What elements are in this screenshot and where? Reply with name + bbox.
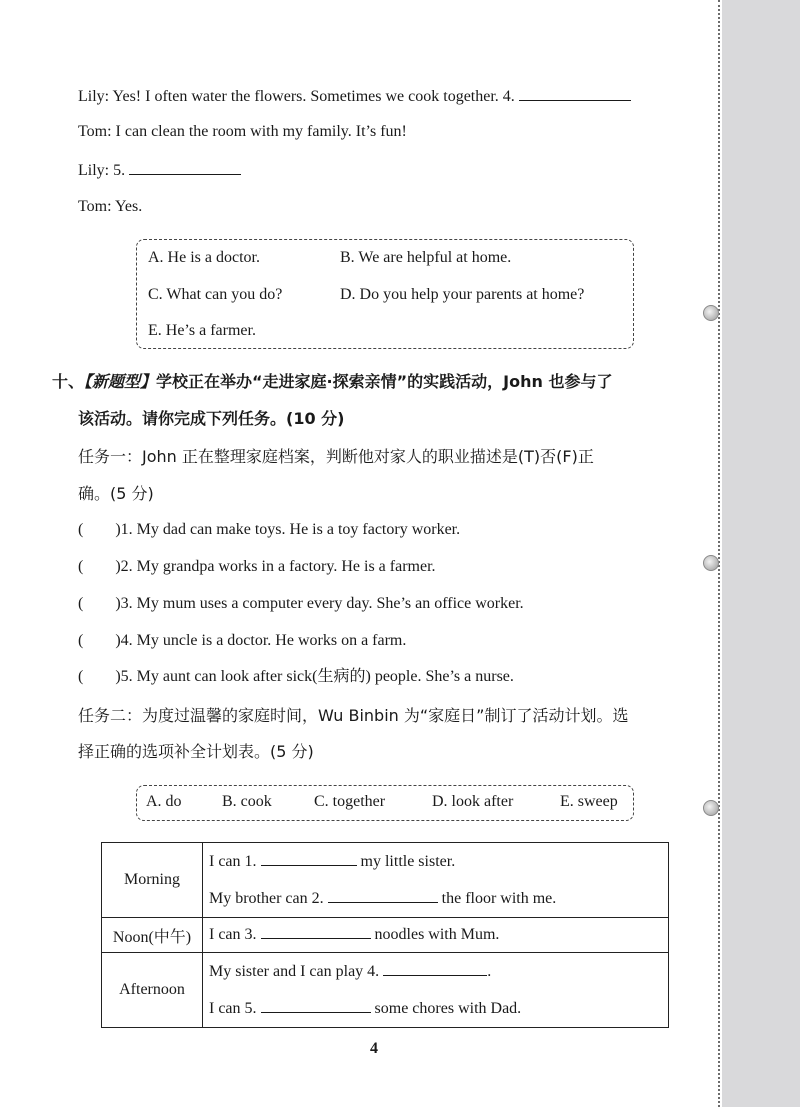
- task2-option-c: C. together: [314, 793, 386, 810]
- row-content-morning: I can 1. my little sister. My brother can 2. the floor with me.: [203, 843, 669, 918]
- dialogue-line: Tom: I can clean the room with my family. It’s fun!: [78, 123, 407, 140]
- dialogue-line: Lily: Yes! I often water the flowers. Sometimes we cook together. 4.: [78, 84, 631, 108]
- answer-blank[interactable]: [328, 886, 438, 903]
- task2-instruction-cont: 择正确的选项补全计划表。(5 分): [78, 742, 314, 761]
- new-question-tag: 【新题型】: [84, 372, 157, 391]
- option-a: A. He is a doctor.: [148, 249, 260, 266]
- dialogue-line: Tom: Yes.: [78, 198, 143, 215]
- answer-parens[interactable]: ( ): [78, 595, 121, 612]
- answer-blank[interactable]: [129, 158, 241, 175]
- activity-plan-table: [101, 842, 669, 1028]
- binding-cut-line: [718, 0, 720, 1107]
- tf-item: ( )1. My dad can make toys. He is a toy factory worker.: [78, 521, 461, 538]
- answer-blank[interactable]: [261, 922, 371, 939]
- answer-blank[interactable]: [261, 849, 357, 866]
- tf-item: ( )2. My grandpa works in a factory. He is a farmer.: [78, 558, 436, 575]
- option-d: D. Do you help your parents at home?: [340, 286, 585, 303]
- tf-item: ( )3. My mum uses a computer every day. She’s an office worker.: [78, 595, 524, 612]
- answer-parens[interactable]: ( ): [78, 558, 121, 575]
- tf-item: ( )4. My uncle is a doctor. He works on a farm.: [78, 632, 407, 649]
- binding-hole-icon: [703, 555, 719, 571]
- answer-blank[interactable]: [519, 84, 631, 101]
- option-b: B. We are helpful at home.: [340, 249, 512, 266]
- row-label-afternoon: Afternoon: [102, 953, 203, 1028]
- option-c: C. What can you do?: [148, 286, 283, 303]
- task1-instruction: 任务一：John 正在整理家庭档案，判断他对家人的职业描述是(T)否(F)正: [78, 447, 594, 466]
- row-label-noon: Noon(中午): [102, 918, 203, 953]
- task2-option-b: B. cook: [222, 793, 272, 810]
- row-content-noon: I can 3. noodles with Mum.: [203, 918, 669, 953]
- answer-blank[interactable]: [261, 996, 371, 1013]
- task2-option-e: E. sweep: [560, 793, 618, 810]
- task1-instruction-cont: 确。(5 分): [78, 484, 154, 503]
- page-margin-sidebar: [722, 0, 800, 1107]
- row-label-morning: Morning: [102, 843, 203, 918]
- task2-option-a: A. do: [146, 793, 182, 810]
- answer-parens[interactable]: ( ): [78, 632, 121, 649]
- binding-hole-icon: [703, 305, 719, 321]
- page-number: 4: [370, 1040, 378, 1057]
- answer-blank[interactable]: [383, 959, 487, 976]
- option-e: E. He’s a farmer.: [148, 322, 256, 339]
- table-row: [102, 843, 669, 918]
- task2-option-d: D. look after: [432, 793, 514, 810]
- section-heading-cont: 该活动。请你完成下列任务。(10 分): [78, 409, 345, 428]
- task2-instruction: 任务二：为度过温馨的家庭时间，Wu Binbin 为“家庭日”制订了活动计划。选: [78, 706, 629, 725]
- row-content-afternoon: My sister and I can play 4. . I can 5. some chores with Dad.: [203, 953, 669, 1028]
- tf-item: ( )5. My aunt can look after sick(生病的) people. She’s a nurse.: [78, 668, 514, 685]
- dialogue-line: Lily: 5.: [78, 158, 241, 182]
- answer-parens[interactable]: ( ): [78, 668, 121, 685]
- answer-parens[interactable]: ( ): [78, 521, 121, 538]
- table-row: [102, 953, 669, 1028]
- table-row: [102, 918, 669, 953]
- section-heading: 十、【新题型】学校正在举办“走进家庭·探索亲情”的实践活动，John 也参与了: [52, 372, 613, 391]
- binding-hole-icon: [703, 800, 719, 816]
